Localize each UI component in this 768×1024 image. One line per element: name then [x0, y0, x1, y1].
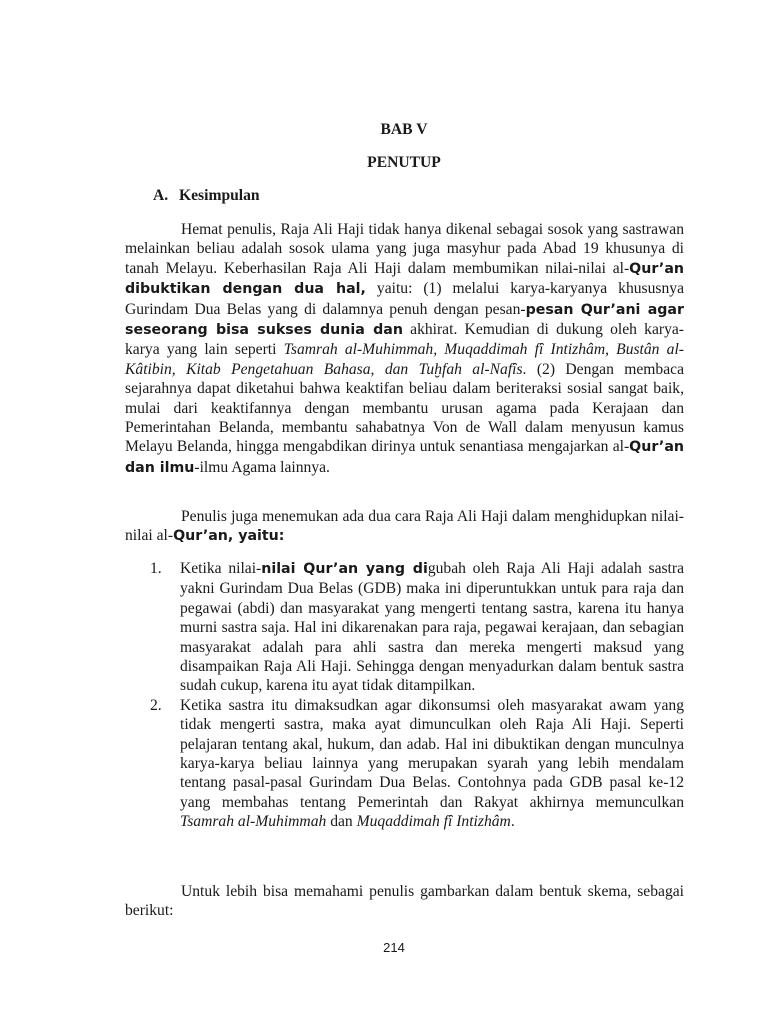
- text-run: akhirat. Kemudian di dukung oleh karya-karya yang lain seperti: [125, 321, 684, 359]
- chapter-title: PENUTUP: [367, 154, 441, 171]
- italic-title: Muqaddimah fî Intizhâm: [356, 813, 511, 831]
- list-item: [150, 696, 684, 832]
- paragraph-two-ways: [125, 507, 684, 547]
- numbered-list: [150, 559, 684, 832]
- text-run: yaitu: (1) melalui karya-karyanya khususnya Gurindam Dua Belas yang di dalamnya penuh dengan pesan-: [125, 280, 684, 318]
- bold-phrase: Qur’an dibuktikan dengan dua hal,: [125, 260, 684, 298]
- text-run: Penulis juga menemukan ada dua cara Raja Ali Haji dalam menghidupkan nilai-nilai al-: [125, 508, 684, 545]
- bold-phrase: pesan Qur’ani agar seseorang bisa sukses dunia dan: [125, 301, 684, 339]
- list-number: 2.: [150, 696, 162, 714]
- section-heading: [153, 186, 260, 205]
- text-run: . (2) Dengan membaca sejarahnya dapat diketahui bahwa keaktifan beliau dalam beriteraksi sosial sangat baik, mulai dari keaktifannya dengan membantu urusan agama pada Kerajaan dan Pemerintahan Belanda, membantu sahabatnya Von de Wall dalam menyusun kamus Melayu Belanda, hingga mengabdikan dirinya untuk senantiasa mengajarkan al-: [125, 360, 684, 456]
- paragraph-conclusion: [125, 220, 684, 478]
- text-run: dan: [326, 813, 357, 831]
- bold-phrase: Qur’an, yaitu:: [173, 528, 285, 545]
- text-run: -ilmu Agama lainnya.: [194, 458, 330, 476]
- bold-phrase: nilai Qur’an yang di: [261, 561, 428, 577]
- section-title: Kesimpulan: [179, 187, 260, 204]
- italic-titles: Tsamrah al-Muhimmah, Muqaddimah fî Intizhâm, Bustân al-Kâtibin, Kitab Pengetahuan Bahasa, dan Tuḫfah al-Nafîs: [125, 341, 684, 378]
- list-number: 1.: [150, 560, 162, 577]
- list-item: [150, 559, 684, 696]
- italic-title: Tsamrah al-Muhimmah: [180, 813, 327, 831]
- text-run: gubah oleh Raja Ali Haji adalah sastra yakni Gurindam Dua Belas (GDB) maka ini diperuntukkan untuk para raja dan pegawai (abdi) dan masyarakat yang mengerti tentang sastra, karena itu hanya murni sastra saja. Hal ini dikarenakan para raja, pegawai kerajaan, dan sebagian masyarakat adalah para ahli sastra dan mereka mengerti maksud yang disampaikan Raja Ali Haji. Sehingga dengan menyadurkan dalam bentuk sastra sudah cukup, karena itu ayat tidak ditampilkan.: [180, 560, 684, 695]
- page-number: 214: [383, 940, 405, 955]
- text-run: .: [510, 813, 515, 831]
- paragraph-schema-intro: Untuk lebih bisa memahami penulis gambarkan dalam bentuk skema, sebagai berikut:: [125, 883, 684, 920]
- text-run: Ketika nilai-: [180, 560, 262, 577]
- text-run: Hemat penulis, Raja Ali Haji tidak hanya dikenal sebagai sosok yang sastrawan melainkan beliau adalah sosok ulama yang juga masyhur pada Abad 19 khusunya di tanah Melayu. Keberhasilan Raja Ali Haji dalam membumikan nilai-nilai al-: [125, 221, 684, 277]
- section-label: A.: [153, 187, 169, 204]
- text-run: Ketika sastra itu dimaksudkan agar dikonsumsi oleh masyarakat awam yang tidak mengerti sastra, maka ayat dimunculkan oleh Raja Ali Haji. Seperti pelajaran tentang akal, hukum, dan adab. Hal ini dibuktikan dengan munculnya karya-karya beliau lainnya yang merupakan syarah yang lebih mendalam tentang pasal-pasal Gurindam Dua Belas. Contohnya pada GDB pasal ke-12 yang membahas tentang Pemerintah dan Rakyat akhirnya memunculkan: [180, 696, 684, 811]
- chapter-number: BAB V: [380, 121, 428, 138]
- bold-phrase: Qur’an dan ilmu: [125, 439, 684, 476]
